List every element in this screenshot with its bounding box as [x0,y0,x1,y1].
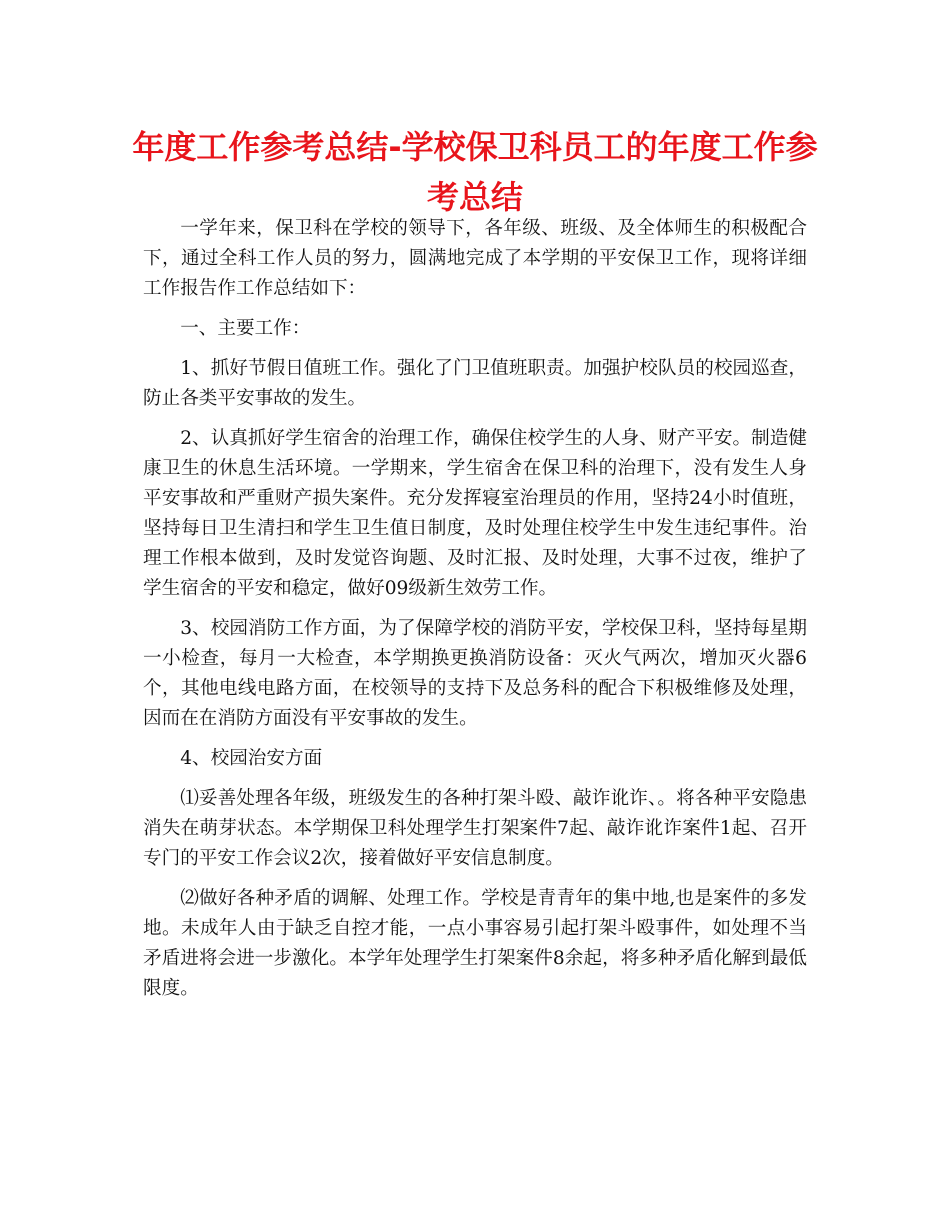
document-body [143,214,807,1014]
paragraph-item-3: 3、校园消防工作方面，为了保障学校的消防平安，学校保卫科，坚持每星期一小检查，每月一大检查，本学期换更换消防设备：灭火气两次，增加灭火器6个，其他电线电路方面，在校领导的支持下及总务科的配合下积极维修及处理，因而在在消防方面没有平安事故的发生。 [143,618,807,729]
document-title: 年度工作参考总结-学校保卫科员工的年度工作参考总结 [132,128,818,216]
paragraph-subitem-2: ⑵做好各种矛盾的调解、处理工作。学校是青青年的集中地,也是案件的多发地。未成年人由于缺乏自控才能，一点小事容易引起打架斗殴事件，如处理不当矛盾进将会进一步激化。本学年处理学生打架案件8余起，将多种矛盾化解到最低限度。 [143,888,807,999]
paragraph-subitem-1: ⑴妥善处理各年级，班级发生的各种打架斗殴、敲诈讹诈、。将各种平安隐患消失在萌芽状态。本学期保卫科处理学生打架案件7起、敲诈讹诈案件1起、召开专门的平安工作会议2次，接着做好平安信息制度。 [143,788,807,869]
section-heading-main-work: 一、主要工作： [180,318,311,339]
paragraph-intro: 一学年来，保卫科在学校的领导下，各年级、班级、及全体师生的积极配合下，通过全科工作人员的努力，圆满地完成了本学期的平安保卫工作，现将详细工作报告作工作总结如下： [143,218,807,299]
paragraph-item-4-heading: 4、校园治安方面 [180,748,323,769]
paragraph-item-1: 1、抓好节假日值班工作。强化了门卫值班职责。加强护校队员的校园巡查，防止各类平安事故的发生。 [143,358,807,409]
paragraph-item-2: 2、认真抓好学生宿舍的治理工作，确保住校学生的人身、财产平安。制造健康卫生的休息生活环境。一学期来，学生宿舍在保卫科的治理下，没有发生人身平安事故和严重财产损失案件。充分发挥寝室治理员的作用，坚持24小时值班，坚持每日卫生清扫和学生卫生值日制度，及时处理住校学生中发生违纪事件。治理工作根本做到，及时发觉咨询题、及时汇报、及时处理，大事不过夜，维护了学生宿舍的平安和稳定，做好09级新生效劳工作。 [143,428,807,599]
